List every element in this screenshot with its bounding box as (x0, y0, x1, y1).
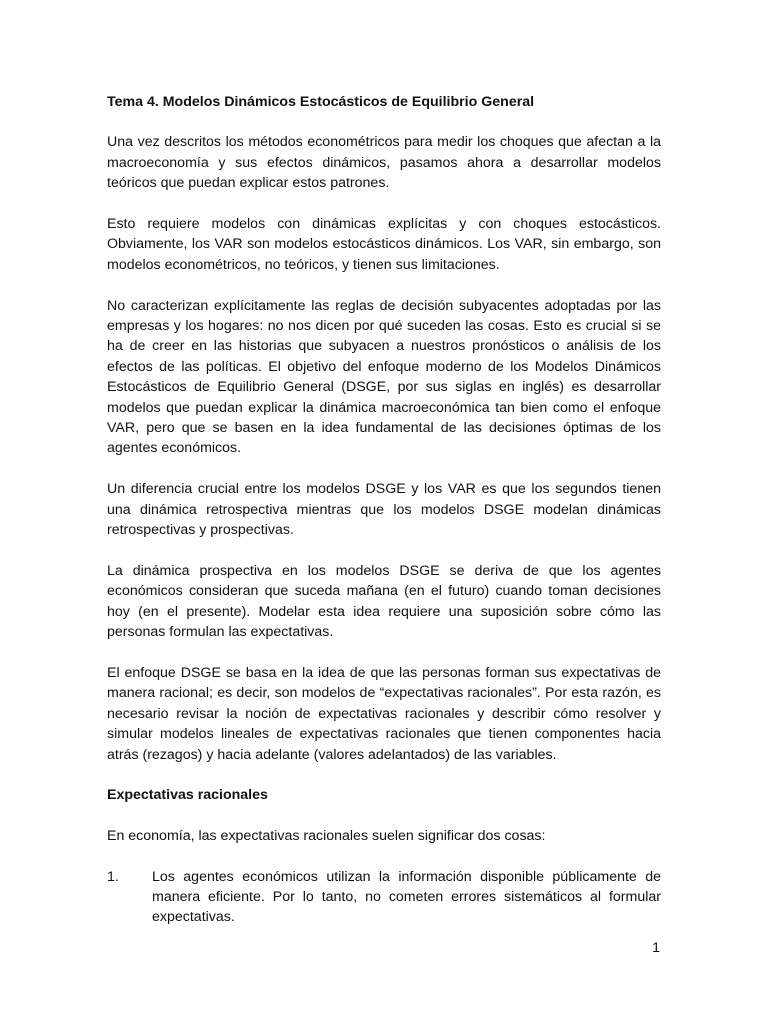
paragraph-3: No caracterizan explícitamente las reglas de decisión subyacentes adoptadas por las empresas y los hogares: no nos dicen por qué suceden las cosas. Esto es crucial si se ha de creer en las historias que subyacen a nuestros pronósticos o análisis de los efectos de las políticas. El objetivo del enfoque moderno de los Modelos Dinámicos Estocásticos de Equilibrio General (DSGE, por sus siglas en inglés) es desarrollar modelos que puedan explicar la dinámica macroeconómica tan bien como el enfoque VAR, pero que se basen en la idea fundamental de las decisiones óptimas de los agentes económicos. (107, 297, 661, 457)
section-heading: Expectativas racionales (107, 787, 268, 804)
document-body (107, 92, 661, 928)
section-intro: En economía, las expectativas racionales suelen significar dos cosas: (107, 827, 546, 844)
paragraph-2: Esto requiere modelos con dinámicas explícitas y con choques estocásticos. Obviamente, los VAR son modelos estocásticos dinámicos. Los VAR, sin embargo, son modelos econométricos, no teóricos, y tienen sus limitaciones. (107, 216, 661, 273)
list-item-number: 1. (107, 868, 119, 885)
page-number: 1 (652, 940, 660, 956)
paragraph-6: El enfoque DSGE se basa en la idea de que las personas forman sus expectativas de manera racional; es decir, son modelos de “expectativas racionales”. Por esta razón, es necesario revisar la noción de expectativas racionales y describir cómo resolver y simular modelos lineales de expectativas racionales que tienen componentes hacia atrás (rezagos) y hacia adelante (valores adelantados) de las variables. (107, 664, 661, 763)
paragraph-1: Una vez descritos los métodos econométricos para medir los choques que afectan a la macroeconomía y sus efectos dinámicos, pasamos ahora a desarrollar modelos teóricos que puedan explicar estos patrones. (107, 134, 661, 192)
list-item-text: Los agentes económicos utilizan la información disponible públicamente de manera eficiente. Por lo tanto, no cometen errores sistemáticos al formular expectativas. (152, 868, 661, 926)
document-title: Tema 4. Modelos Dinámicos Estocásticos de Equilibrio General (107, 94, 535, 110)
paragraph-4: Un diferencia crucial entre los modelos DSGE y los VAR es que los segundos tienen una dinámica retrospectiva mientras que los modelos DSGE modelan dinámicas retrospectivas y prospectivas. (107, 481, 661, 539)
paragraph-5: La dinámica prospectiva en los modelos DSGE se deriva de que los agentes económicos consideran que suceda mañana (en el futuro) cuando toman decisiones hoy (en el presente). Modelar esta idea requiere una suposición sobre cómo las personas formulan las expectativas. (107, 562, 661, 641)
list-item (107, 867, 661, 928)
